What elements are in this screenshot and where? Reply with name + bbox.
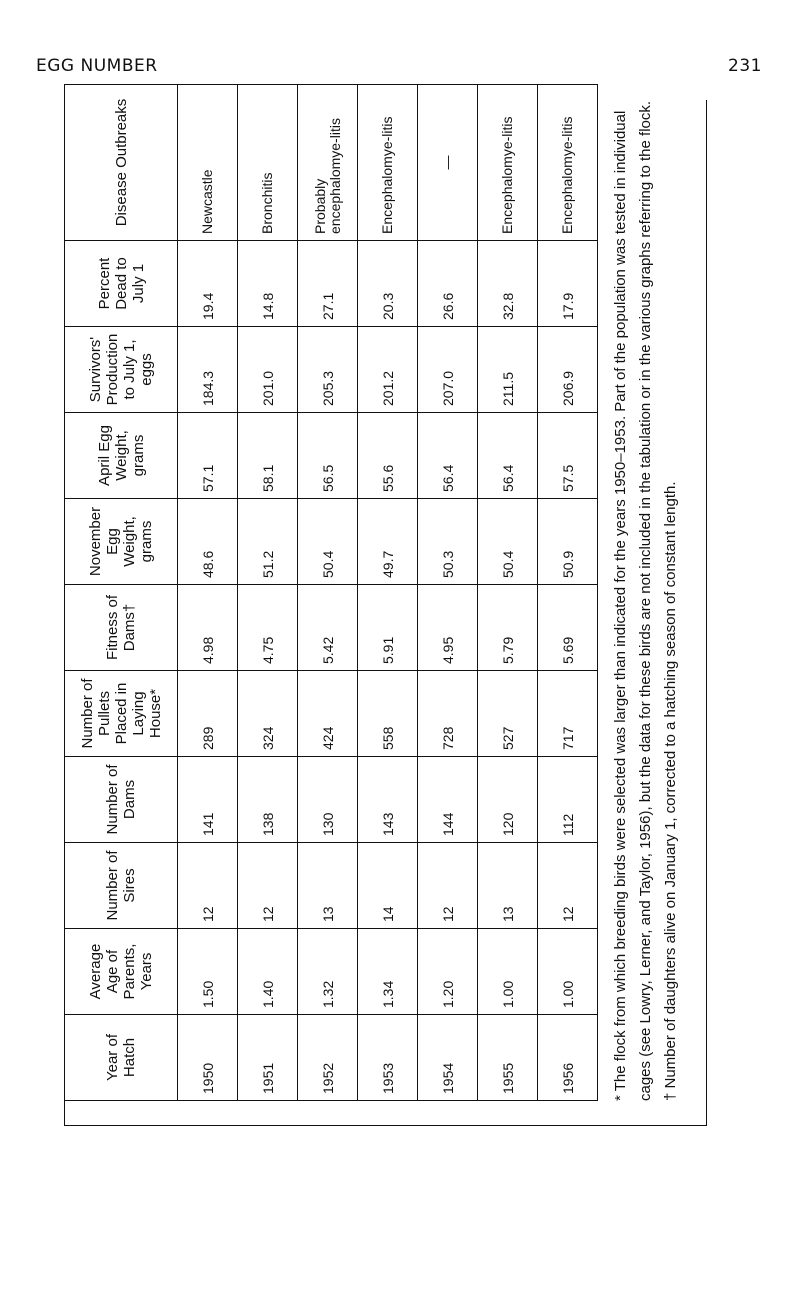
running-title: EGG NUMBER: [36, 56, 158, 76]
cell-nov-weight: 50.4: [478, 499, 538, 585]
cell-apr-weight: 56.4: [478, 413, 538, 499]
cell-production: 206.9: [538, 327, 598, 413]
column-header: Number of Sires: [65, 843, 178, 929]
cell-sires: 14: [358, 843, 418, 929]
cell-year: 1956: [538, 1015, 598, 1101]
cell-sires: 12: [238, 843, 298, 929]
cell-disease: —: [418, 85, 478, 241]
cell-fitness: 5.91: [358, 585, 418, 671]
column-header: Percent Dead to July 1: [65, 241, 178, 327]
column-header: Average Age of Parents, Years: [65, 929, 178, 1015]
cell-nov-weight: 49.7: [358, 499, 418, 585]
table-row: [538, 85, 598, 1101]
header-row: [65, 85, 178, 1101]
cell-parent-age: 1.20: [418, 929, 478, 1015]
cell-production: 201.0: [238, 327, 298, 413]
bottom-rule: [64, 1125, 707, 1126]
cell-sires: 13: [298, 843, 358, 929]
cell-apr-weight: 57.5: [538, 413, 598, 499]
cell-pullets: 728: [418, 671, 478, 757]
footnotes: [608, 91, 683, 1101]
cell-percent-dead: 14.8: [238, 241, 298, 327]
cell-parent-age: 1.40: [238, 929, 298, 1015]
column-header: Number of Pullets Placed in Laying House*: [65, 671, 178, 757]
cell-disease: Newcastle: [178, 85, 238, 241]
cell-fitness: 5.79: [478, 585, 538, 671]
cell-fitness: 4.98: [178, 585, 238, 671]
cell-apr-weight: 58.1: [238, 413, 298, 499]
page-number: 231: [728, 56, 762, 76]
cell-disease: Encephalomye-litis: [538, 85, 598, 241]
cell-pullets: 289: [178, 671, 238, 757]
cell-disease: Encephalomye-litis: [478, 85, 538, 241]
cell-pullets: 527: [478, 671, 538, 757]
table-row: [238, 85, 298, 1101]
cell-pullets: 717: [538, 671, 598, 757]
cell-production: 184.3: [178, 327, 238, 413]
cell-sires: 12: [178, 843, 238, 929]
cell-nov-weight: 51.2: [238, 499, 298, 585]
cell-year: 1955: [478, 1015, 538, 1101]
cell-apr-weight: 56.4: [418, 413, 478, 499]
cell-fitness: 5.42: [298, 585, 358, 671]
cell-parent-age: 1.50: [178, 929, 238, 1015]
cell-apr-weight: 57.1: [178, 413, 238, 499]
cell-parent-age: 1.00: [478, 929, 538, 1015]
cell-dams: 144: [418, 757, 478, 843]
cell-nov-weight: 50.4: [298, 499, 358, 585]
cell-fitness: 4.75: [238, 585, 298, 671]
cell-pullets: 558: [358, 671, 418, 757]
column-header: November Egg Weight, grams: [65, 499, 178, 585]
cell-pullets: 324: [238, 671, 298, 757]
cell-percent-dead: 27.1: [298, 241, 358, 327]
cell-percent-dead: 20.3: [358, 241, 418, 327]
table-row: [358, 85, 418, 1101]
column-header: April Egg Weight, grams: [65, 413, 178, 499]
column-header: Survivors' Production to July 1, eggs: [65, 327, 178, 413]
cell-production: 211.5: [478, 327, 538, 413]
cell-dams: 143: [358, 757, 418, 843]
cell-production: 207.0: [418, 327, 478, 413]
table-row: [178, 85, 238, 1101]
cell-sires: 13: [478, 843, 538, 929]
footnote-dagger: † Number of daughters alive on January 1, corrected to a hatching season of constant length.: [662, 481, 679, 1101]
cell-year: 1950: [178, 1015, 238, 1101]
table-row: [298, 85, 358, 1101]
cell-apr-weight: 56.5: [298, 413, 358, 499]
cell-year: 1952: [298, 1015, 358, 1101]
cell-nov-weight: 50.3: [418, 499, 478, 585]
rotated-table-block: [64, 85, 719, 1125]
cell-disease: Bronchitis: [238, 85, 298, 241]
cell-fitness: 4.95: [418, 585, 478, 671]
cell-dams: 141: [178, 757, 238, 843]
running-head: [36, 56, 762, 80]
cell-dams: 130: [298, 757, 358, 843]
column-header: Year of Hatch: [65, 1015, 178, 1101]
data-table: [64, 84, 598, 1101]
cell-sires: 12: [538, 843, 598, 929]
cell-year: 1954: [418, 1015, 478, 1101]
cell-dams: 138: [238, 757, 298, 843]
cell-year: 1953: [358, 1015, 418, 1101]
cell-disease: Encephalomye-litis: [358, 85, 418, 241]
cell-disease: Probably encephalomye-litis: [298, 85, 358, 241]
cell-nov-weight: 50.9: [538, 499, 598, 585]
cell-dams: 112: [538, 757, 598, 843]
cell-year: 1951: [238, 1015, 298, 1101]
cell-apr-weight: 55.6: [358, 413, 418, 499]
column-header: Disease Outbreaks: [65, 85, 178, 241]
cell-percent-dead: 17.9: [538, 241, 598, 327]
cell-parent-age: 1.32: [298, 929, 358, 1015]
footnote-asterisk: * The flock from which breeding birds were selected was larger than indicated for the years 1950–1953. Part of the population was tested in individual cages (see Lowry, Lerner, and Taylor, 1956), but the data for these birds are not included in the tabulation or in the various graphs referring to the flock.: [612, 100, 654, 1101]
column-header: Fitness of Dams†: [65, 585, 178, 671]
cell-sires: 12: [418, 843, 478, 929]
cell-dams: 120: [478, 757, 538, 843]
cell-parent-age: 1.34: [358, 929, 418, 1015]
table-row: [478, 85, 538, 1101]
cell-percent-dead: 26.6: [418, 241, 478, 327]
cell-percent-dead: 19.4: [178, 241, 238, 327]
cell-production: 201.2: [358, 327, 418, 413]
table-row: [418, 85, 478, 1101]
cell-parent-age: 1.00: [538, 929, 598, 1015]
cell-pullets: 424: [298, 671, 358, 757]
cell-fitness: 5.69: [538, 585, 598, 671]
cell-percent-dead: 32.8: [478, 241, 538, 327]
cell-nov-weight: 48.6: [178, 499, 238, 585]
cell-production: 205.3: [298, 327, 358, 413]
column-header: Number of Dams: [65, 757, 178, 843]
